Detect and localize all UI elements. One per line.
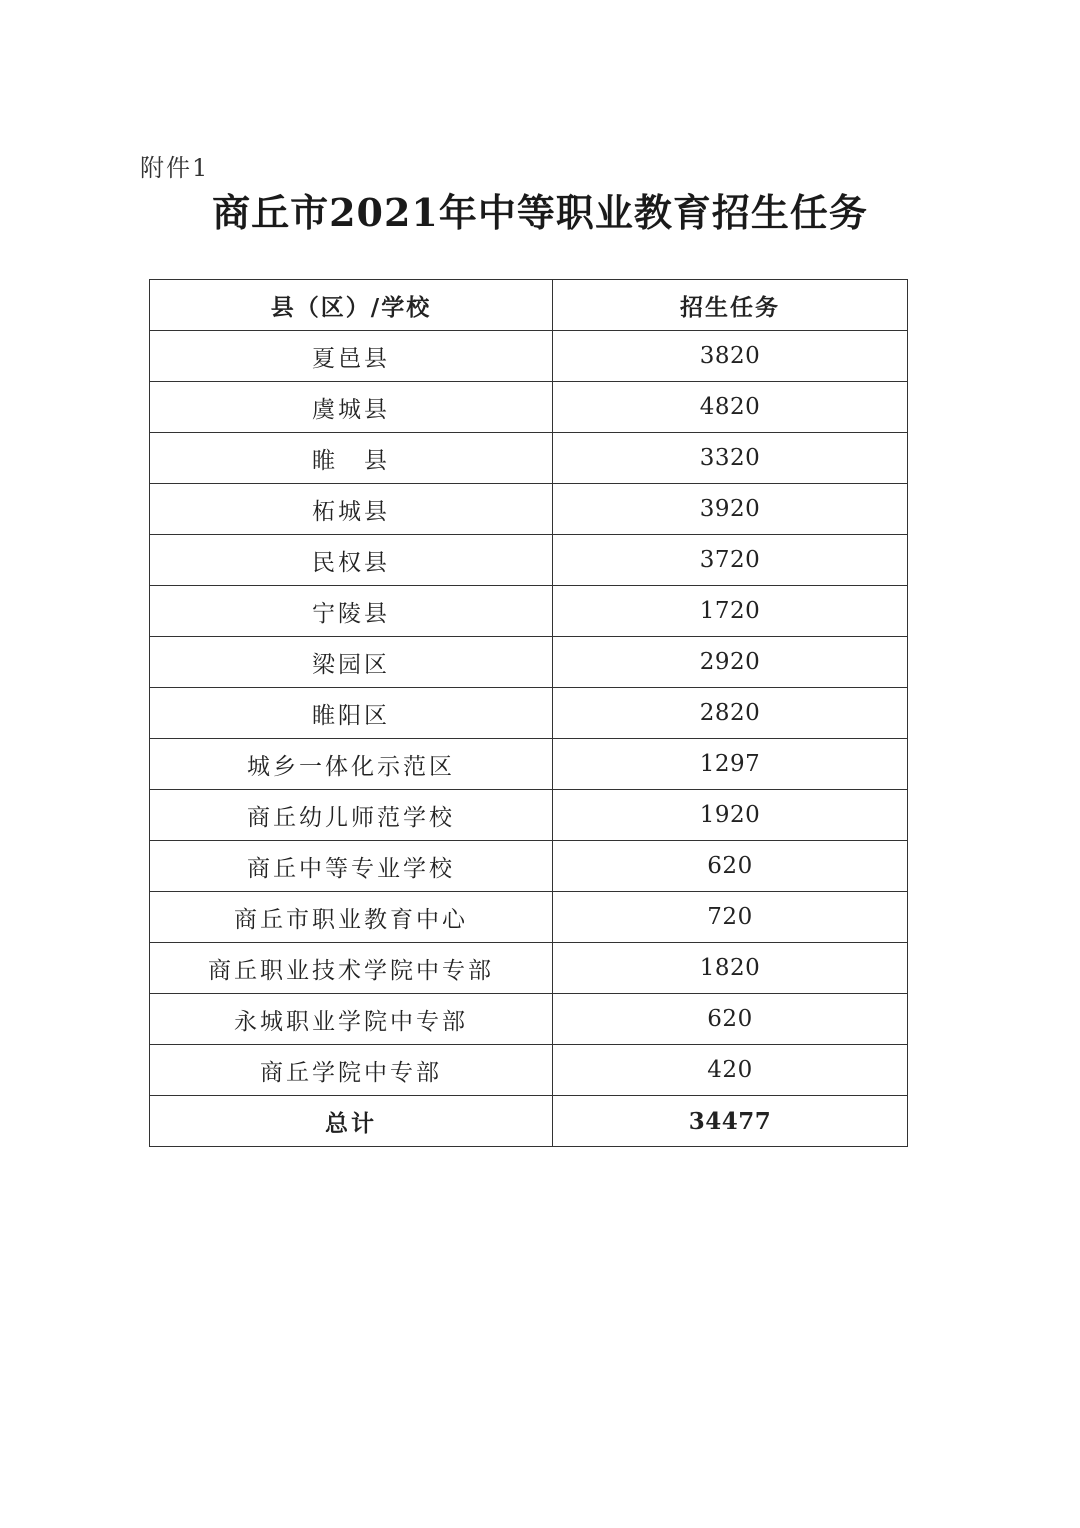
quota-cell: 4820: [553, 382, 908, 433]
district-cell: 商丘幼儿师范学校: [150, 790, 553, 841]
attachment-label: 附件1: [140, 154, 210, 182]
district-cell: 虞城县: [150, 382, 553, 433]
table-row: [150, 637, 908, 688]
table-row: [150, 739, 908, 790]
table-row: [150, 433, 908, 484]
district-cell: 永城职业学院中专部: [150, 994, 553, 1045]
quota-cell: 620: [553, 841, 908, 892]
quota-cell: 2920: [553, 637, 908, 688]
table-row: [150, 382, 908, 433]
table-row: [150, 688, 908, 739]
quota-cell: 3320: [553, 433, 908, 484]
document-title: 商丘市2021年中等职业教育招生任务: [212, 190, 868, 235]
total-row: [150, 1096, 908, 1147]
district-cell: 商丘中等专业学校: [150, 841, 553, 892]
quota-cell: 3920: [553, 484, 908, 535]
table-row: [150, 1045, 908, 1096]
column-header-quota: 招生任务: [553, 280, 908, 331]
quota-cell: 1720: [553, 586, 908, 637]
district-cell: 睢 县: [150, 433, 553, 484]
quota-cell: 720: [553, 892, 908, 943]
district-cell: 城乡一体化示范区: [150, 739, 553, 790]
quota-cell: 1297: [553, 739, 908, 790]
district-cell: 夏邑县: [150, 331, 553, 382]
column-header-district: 县（区）/学校: [150, 280, 553, 331]
total-value: 34477: [553, 1096, 908, 1147]
district-cell: 柘城县: [150, 484, 553, 535]
quota-cell: 1820: [553, 943, 908, 994]
total-label: 总计: [150, 1096, 553, 1147]
quota-cell: 2820: [553, 688, 908, 739]
district-cell: 商丘学院中专部: [150, 1045, 553, 1096]
district-cell: 商丘市职业教育中心: [150, 892, 553, 943]
table-row: [150, 892, 908, 943]
quota-cell: 3820: [553, 331, 908, 382]
table-row: [150, 841, 908, 892]
table-row: [150, 331, 908, 382]
quota-cell: 420: [553, 1045, 908, 1096]
table-row: [150, 586, 908, 637]
table-row: [150, 994, 908, 1045]
district-cell: 民权县: [150, 535, 553, 586]
district-cell: 睢阳区: [150, 688, 553, 739]
table-row: [150, 535, 908, 586]
district-cell: 梁园区: [150, 637, 553, 688]
quota-cell: 1920: [553, 790, 908, 841]
district-cell: 宁陵县: [150, 586, 553, 637]
table-row: [150, 790, 908, 841]
table-row: [150, 484, 908, 535]
enrollment-quota-table: [149, 279, 908, 1147]
quota-cell: 620: [553, 994, 908, 1045]
table-row: [150, 943, 908, 994]
quota-cell: 3720: [553, 535, 908, 586]
table-header-row: [150, 280, 908, 331]
district-cell: 商丘职业技术学院中专部: [150, 943, 553, 994]
